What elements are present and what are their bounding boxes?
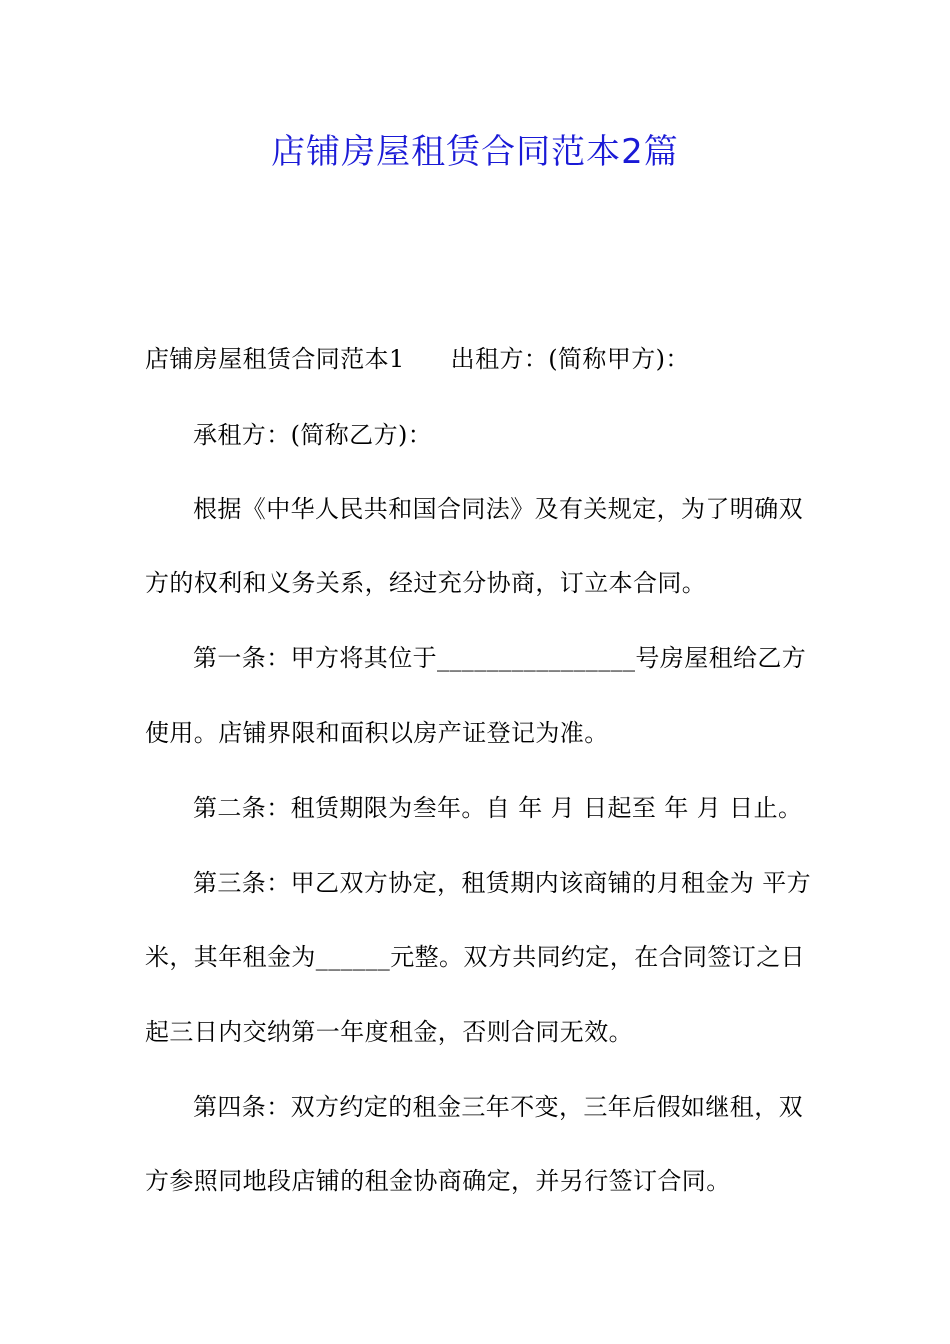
paragraph-line: 方的权利和义务关系，经过充分协商，订立本合同。: [145, 569, 707, 597]
document-title: 店铺房屋租赁合同范本2篇: [271, 132, 679, 172]
paragraph-line: 起三日内交纳第一年度租金，否则合同无效。: [145, 1018, 633, 1046]
paragraph-line: 第四条：双方约定的租金三年不变，三年后假如继租，双: [193, 1093, 803, 1121]
paragraph-line: 米，其年租金为______元整。双方共同约定，在合同签订之日: [145, 943, 805, 971]
paragraph-line: 使用。店铺界限和面积以房产证登记为准。: [145, 719, 609, 747]
paragraph-line: 第一条：甲方将其位于________________号房屋租给乙方: [193, 644, 807, 672]
lessor-label: 出租方：(简称甲方)：: [450, 345, 690, 373]
paragraph-line: 承租方：(简称乙方)：: [193, 421, 433, 449]
contract-sample-label: 店铺房屋租赁合同范本1: [145, 345, 405, 373]
paragraph-line: 方参照同地段店铺的租金协商确定，并另行签订合同。: [145, 1167, 731, 1195]
paragraph-line: 第三条：甲乙双方协定，租赁期内该商铺的月租金为 平方: [193, 869, 812, 897]
paragraph-line-heading: [145, 342, 690, 376]
paragraph-line: 第二条：租赁期限为叁年。自 年 月 日起至 年 月 日止。: [193, 794, 803, 822]
paragraph-line: 根据《中华人民共和国合同法》及有关规定，为了明确双: [193, 495, 803, 523]
